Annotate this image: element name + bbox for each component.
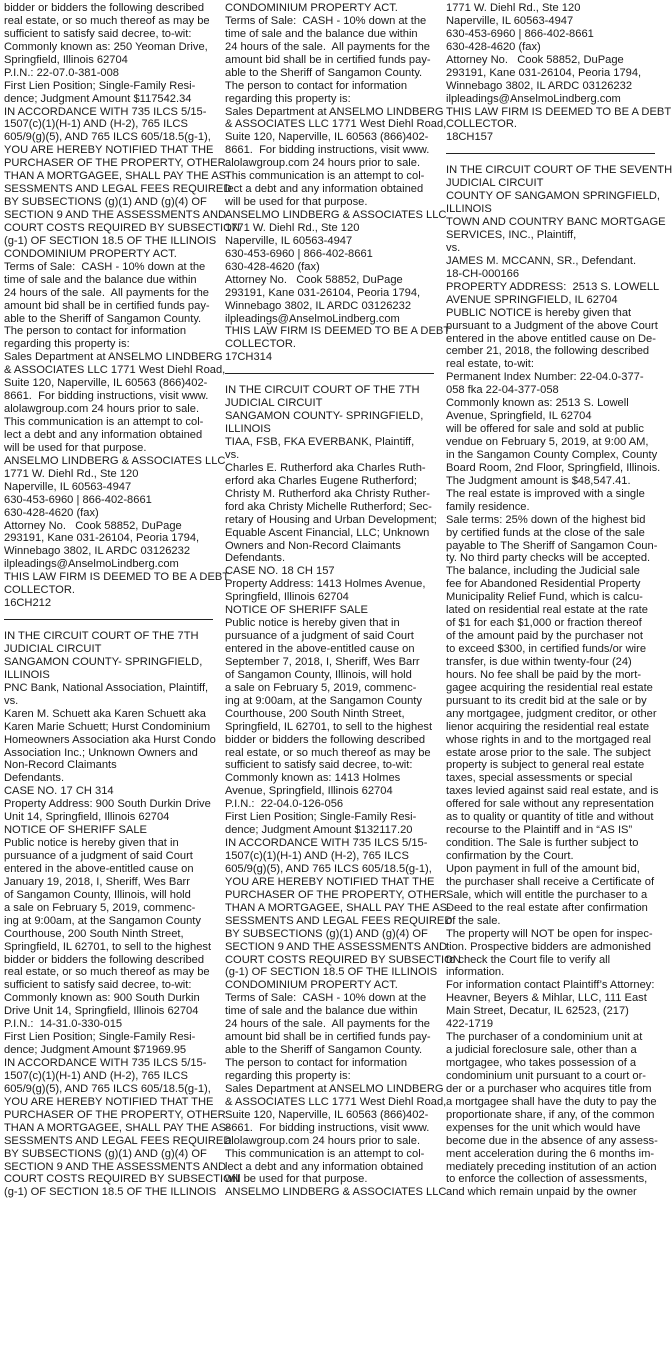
- notice-line: & ASSOCIATES LLC 1771 West Diehl Road,: [4, 364, 226, 377]
- notice-line: PROPERTY ADDRESS: 2513 S. LOWELL: [446, 280, 660, 293]
- notice-line: 605/9(g)(5), AND 765 ILCS 605/18.5(g-1),: [4, 1082, 211, 1095]
- notice-line: any mortgagee, judgment creditor, or other: [446, 707, 657, 720]
- notice-line: dence; Judgment Amount $117542.34: [4, 92, 192, 105]
- notice-line: in the Sangamon County Complex, County: [446, 448, 658, 461]
- notice-line: P.I.N.: 22-07.0-381-008: [4, 66, 119, 79]
- notice-line: YOU ARE HEREBY NOTIFIED THAT THE: [225, 875, 435, 888]
- notice-line: alolawgroup.com 24 hours prior to sale.: [225, 1134, 421, 1147]
- notice-line: & ASSOCIATES LLC 1771 West Diehl Road,: [225, 118, 447, 131]
- notice-line: lated on residential real estate at the rate: [446, 604, 648, 617]
- notice-line: Non-Record Claimants: [4, 759, 117, 772]
- notice-line: Avenue, Springfield, IL 62704: [446, 410, 592, 423]
- notice-line: Owners and Non-Record Claimants: [225, 539, 401, 552]
- notice-line: This communication is an attempt to col-: [4, 416, 204, 428]
- notice-line: ANSELMO LINDBERG & ASSOCIATES LLC: [225, 1186, 447, 1199]
- notice-line: 24 hours of the sale. All payments for the: [225, 1018, 430, 1031]
- notice-line: THIS LAW FIRM IS DEEMED TO BE A DEBT: [4, 571, 230, 584]
- notice-line: Charles E. Rutherford aka Charles Ruth-: [225, 461, 426, 474]
- notice-line: SERVICES, INC., Plaintiff,: [446, 229, 577, 241]
- notice-line: sufficient to satisfy said decree, to-wit:: [4, 979, 192, 992]
- notice-line: entered in the above-entitled cause on: [4, 862, 194, 875]
- notice-line: gagee acquiring the residential real estate: [446, 681, 653, 694]
- notice-line: TIAA, FSB, FKA EVERBANK, Plaintiff,: [225, 436, 415, 448]
- notice-line: Avenue, Springfield, Illinois 62704: [225, 785, 393, 798]
- notice-line: to exceed $300, in certified funds/or wire: [446, 643, 647, 655]
- notice-line: This communication is an attempt to col-: [225, 1147, 425, 1160]
- notice-line: Sales Department at ANSELMO LINDBERG: [225, 105, 444, 118]
- notice-line: 18CH157: [446, 131, 494, 144]
- notice-line: estate arose prior to the sale. The subject: [446, 746, 651, 759]
- notice-line: regarding this property is:: [225, 92, 351, 105]
- notice-line: erford aka Charles Eugene Rutherford;: [225, 474, 417, 487]
- notice-line: COLLECTOR.: [446, 118, 517, 131]
- notice-line: (g-1) OF SECTION 18.5 OF THE ILLINOIS: [4, 1186, 217, 1199]
- notice-line: regarding this property is:: [4, 338, 130, 351]
- notice-line: NOTICE OF SHERIFF SALE: [4, 824, 147, 837]
- notice-line: condominium unit pursuant to a court or-: [446, 1069, 647, 1082]
- notice-line: Suite 120, Naperville, IL 60563 (866)402-: [225, 1108, 429, 1121]
- notice-line: Attorney No. Cook 58852, DuPage: [4, 519, 182, 532]
- notice-line: payable to The Sheriff of Sangamon Coun-: [446, 539, 658, 552]
- notice-line: 1507(c)(1)(H-1) AND (H-2), 765 ILCS: [4, 1069, 188, 1082]
- notice-line: Property Address: 900 South Durkin Drive: [4, 798, 211, 811]
- notice-line: Suite 120, Naperville, IL 60563 (866)402-: [225, 131, 429, 144]
- notice-line: COURT COSTS REQUIRED BY SUBSECTION: [4, 221, 240, 234]
- notice-line: BY SUBSECTIONS (g)(1) AND (g)(4) OF: [4, 1147, 207, 1160]
- notice-line: of the sale.: [446, 914, 501, 927]
- notice-line: 630-453-6960 | 866-402-8661: [225, 247, 373, 260]
- notice-line: ILLINOIS: [446, 203, 492, 216]
- notice-line: Suite 120, Naperville, IL 60563 (866)402-: [4, 377, 208, 390]
- notice-line: mediately preceding institution of an action: [446, 1160, 657, 1173]
- notice-line: Association Inc.; Unknown Owners and: [4, 746, 198, 759]
- notice-line: SESSMENTS AND LEGAL FEES REQUIRED: [4, 183, 232, 196]
- legal-notice: [225, 384, 461, 1199]
- notice-line: bidder or bidders the following described: [4, 2, 205, 14]
- notice-line: Property Address: 1413 Holmes Avenue,: [225, 578, 426, 591]
- notice-line: lect a debt and any information obtained: [4, 428, 203, 441]
- notice-line: 630-453-6960 | 866-402-8661: [4, 493, 152, 506]
- notice-line: sufficient to satisfy said decree, to-wit:: [225, 759, 413, 772]
- notice-line: vs.: [4, 694, 19, 707]
- notice-line: time of sale and the balance due within: [225, 27, 418, 40]
- notice-line: SECTION 9 AND THE ASSESSMENTS AND: [4, 1160, 227, 1173]
- notice-line: able to the Sheriff of Sangamon County.: [225, 1044, 423, 1057]
- notice-line: family residence.: [446, 500, 530, 513]
- notice-line: entered in the above-entitled cause on: [225, 643, 415, 655]
- notice-line: Board Room, 2nd Floor, Springfield, Illinois.: [446, 461, 661, 474]
- notice-line: a judicial foreclosure sale, other than a: [446, 1044, 637, 1057]
- notice-line: Permanent Index Number: 22-04.0-377-: [446, 371, 644, 384]
- notice-line: a sale on February 5, 2019, commenc-: [225, 681, 417, 694]
- notice-line: First Lien Position; Single-Family Resi-: [4, 79, 196, 92]
- notice-line: Equable Ascent Financial, LLC; Unknown: [225, 526, 430, 539]
- notice-line: JAMES M. MCCANN, SR., Defendant.: [446, 254, 637, 267]
- notice-line: BY SUBSECTIONS (g)(1) AND (g)(4) OF: [225, 927, 428, 940]
- notice-line: Commonly known as: 2513 S. Lowell: [446, 397, 629, 410]
- notice-line: 24 hours of the sale. All payments for the: [4, 286, 209, 299]
- notice-line: 293191, Kane 031-26104, Peoria 1794,: [225, 286, 421, 299]
- notice-line: pursuance of a judgment of said Court: [4, 850, 193, 862]
- notice-line: 1771 W. Diehl Rd., Ste 120: [4, 467, 139, 480]
- notice-line: THAN A MORTGAGEE, SHALL PAY THE AS-: [4, 170, 230, 183]
- notice-line: real estate, to-wit:: [446, 358, 534, 371]
- notice-line: Winnebago 3802, IL ARDC 03126232: [225, 299, 412, 312]
- notice-line: Heavner, Beyers & Mihlar, LLC, 111 East: [446, 992, 647, 1005]
- notice-line: JUDICIAL CIRCUIT: [225, 397, 323, 410]
- notice-line: THIS LAW FIRM IS DEEMED TO BE A DEBT: [225, 325, 451, 338]
- notice-line: Courthouse, 200 South Ninth Street,: [225, 707, 405, 720]
- notice-line: The person to contact for information: [225, 1057, 408, 1069]
- notice-line: Sales Department at ANSELMO LINDBERG: [4, 351, 223, 364]
- notice-line: 630-428-4620 (fax): [446, 40, 541, 53]
- notice-line: IN ACCORDANCE WITH 735 ILCS 5/15-: [4, 105, 207, 118]
- notice-line: Winnebago 3802, IL ARDC 03126232: [4, 545, 191, 558]
- notice-line: ILLINOIS: [4, 668, 50, 681]
- notice-line: Main Street, Decatur, IL 62523, (217): [446, 1005, 629, 1018]
- notice-line: time of sale and the balance due within: [225, 1005, 418, 1018]
- notice-line: whose rights in and to the mortgaged real: [446, 733, 651, 746]
- notice-line: Sale, which will entitle the purchaser to a: [446, 888, 648, 901]
- notice-line: (g-1) OF SECTION 18.5 OF THE ILLINOIS: [225, 966, 438, 979]
- notice-line: 8661. For bidding instructions, visit www.: [225, 144, 430, 157]
- notice-line: 605/9(g)(5), AND 765 ILCS 605/18.5(g-1),: [4, 131, 211, 144]
- notice-line: 8661. For bidding instructions, visit www.: [4, 390, 209, 403]
- notice-line: The Judgment amount is $48,547.41.: [446, 474, 631, 487]
- notice-line: CONDOMINIUM PROPERTY ACT.: [225, 979, 398, 992]
- notice-line: Upon payment in full of the amount bid,: [446, 862, 640, 875]
- notice-line: fee for Abandoned Residential Property: [446, 578, 641, 591]
- notice-line: vendue on February 5, 2019, at 9:00 AM,: [446, 436, 649, 448]
- notice-divider: [225, 373, 434, 374]
- notice-line: THAN A MORTGAGEE, SHALL PAY THE AS-: [225, 901, 451, 914]
- notice-line: 293191, Kane 031-26104, Peoria 1794,: [446, 66, 642, 79]
- notice-line: dence; Judgment Amount $132117.20: [225, 824, 413, 837]
- notice-line: Attorney No. Cook 58852, DuPage: [225, 273, 403, 286]
- notice-line: to check the Court file to verify all: [446, 953, 611, 966]
- notice-line: lect a debt and any information obtained: [225, 183, 424, 196]
- notice-line: YOU ARE HEREBY NOTIFIED THAT THE: [4, 1095, 214, 1108]
- notice-line: pursuant to its credit bid at the sale or by: [446, 694, 647, 707]
- notice-line: Drive Unit 14, Springfield, Illinois 62704: [4, 1005, 199, 1018]
- notice-line: Terms of Sale: CASH - 10% down at the: [225, 14, 427, 27]
- notice-line: First Lien Position; Single-Family Resi-: [4, 1031, 196, 1044]
- notice-line: First Lien Position; Single-Family Resi-: [225, 811, 417, 824]
- notice-line: PURCHASER OF THE PROPERTY, OTHER: [4, 157, 226, 170]
- notice-line: entered in the above entitled cause on De-: [446, 332, 656, 345]
- notice-line: 293191, Kane 031-26104, Peoria 1794,: [4, 532, 200, 545]
- notice-line: Terms of Sale: CASH - 10% down at the: [225, 992, 427, 1005]
- notice-line: 8661. For bidding instructions, visit www.: [225, 1121, 430, 1134]
- notice-line: become due in the absence of any assess-: [446, 1134, 658, 1147]
- notice-line: 24 hours of the sale. All payments for the: [225, 40, 430, 53]
- notice-line: Commonly known as: 1413 Holmes: [225, 772, 401, 785]
- notice-line: lect a debt and any information obtained: [225, 1160, 424, 1173]
- notice-line: Unit 14, Springfield, Illinois 62704: [4, 811, 170, 824]
- notice-line: to enforce the collection of assessments,: [446, 1173, 648, 1186]
- notice-line: ilpleadings@AnselmoLindberg.com: [225, 312, 400, 325]
- notice-line: SANGAMON COUNTY- SPRINGFIELD,: [225, 410, 424, 423]
- notice-line: vs.: [225, 448, 240, 461]
- notice-line: Sales Department at ANSELMO LINDBERG: [225, 1082, 444, 1095]
- notice-line: PNC Bank, National Association, Plaintiff,: [4, 681, 209, 694]
- notice-line: confirmation by the Court.: [446, 850, 574, 862]
- notice-line: Karen M. Schuett aka Karen Schuett aka: [4, 707, 206, 720]
- notice-line: CASE NO. 18 CH 157: [225, 565, 335, 578]
- notice-line: 1507(c)(1)(H-1) AND (H-2), 765 ILCS: [4, 118, 188, 131]
- notice-line: Commonly known as: 900 South Durkin: [4, 992, 200, 1005]
- notice-line: hours. No fee shall be paid by the mort-: [446, 668, 642, 681]
- notice-line: real estate, or so much thereof as may be: [225, 746, 431, 759]
- notice-line: der or a purchaser who acquires title from: [446, 1082, 652, 1095]
- notice-line: PURCHASER OF THE PROPERTY, OTHER: [225, 888, 447, 901]
- notice-line: IN THE CIRCUIT COURT OF THE 7TH: [4, 630, 199, 643]
- legal-notice: [225, 2, 451, 364]
- notice-line: & ASSOCIATES LLC 1771 West Diehl Road,: [225, 1095, 447, 1108]
- notice-line: CASE NO. 17 CH 314: [4, 785, 114, 798]
- notice-line: THIS LAW FIRM IS DEEMED TO BE A DEBT: [446, 105, 672, 118]
- notice-line: Municipality Relief Fund, which is calcu-: [446, 591, 643, 604]
- notice-line: ty. No third party checks will be accepted.: [446, 552, 651, 565]
- notice-line: For information contact Plaintiff’s Attorney:: [446, 979, 655, 992]
- notice-line: time of sale and the balance due within: [4, 273, 197, 286]
- notice-line: mortgagee, who takes possession of a: [446, 1057, 637, 1069]
- notice-line: The real estate is improved with a single: [446, 487, 645, 500]
- legal-notice: [446, 2, 672, 144]
- legal-notice: [4, 630, 240, 1199]
- notice-line: a mortgagee shall have the duty to pay the: [446, 1095, 657, 1108]
- notice-line: will be offered for sale and sold at public: [446, 423, 644, 436]
- notice-line: as to quality or quantity of title and without: [446, 811, 654, 824]
- notice-line: bidder or bidders the following described: [4, 953, 205, 966]
- legal-notice: [446, 164, 672, 1199]
- notice-line: 1507(c)(1)(H-1) AND (H-2), 765 ILCS: [225, 850, 409, 862]
- notice-line: 630-428-4620 (fax): [4, 506, 99, 519]
- notice-line: ilpleadings@AnselmoLindberg.com: [4, 558, 179, 571]
- notice-line: of Sangamon County, Illinois, will hold: [4, 888, 191, 901]
- notice-line: September 7, 2018, I, Sheriff, Wes Barr: [225, 655, 420, 668]
- column-2: [225, 2, 461, 1356]
- notice-line: SESSMENTS AND LEGAL FEES REQUIRED: [4, 1134, 232, 1147]
- notice-line: COLLECTOR.: [4, 584, 75, 597]
- notice-line: lienor acquiring the residential real estate: [446, 720, 650, 733]
- notice-line: Naperville, IL 60563-4947: [4, 480, 132, 493]
- notice-line: amount bid shall be in certified funds pay-: [225, 1031, 431, 1044]
- notice-line: the purchaser shall receive a Certificate of: [446, 875, 655, 888]
- notice-line: Springfield, Illinois 62704: [4, 53, 128, 66]
- notice-line: proportionate share, if any, of the common: [446, 1108, 655, 1121]
- notice-line: expenses for the unit which would have: [446, 1121, 641, 1134]
- notice-line: recourse to the Plaintiff and in “AS IS”: [446, 824, 633, 837]
- notice-line: Deed to the real estate after confirmation: [446, 901, 648, 914]
- notice-line: Commonly known as: 250 Yeoman Drive,: [4, 40, 208, 53]
- notice-line: January 19, 2018, I, Sheriff, Wes Barr: [4, 875, 190, 888]
- notice-line: SECTION 9 AND THE ASSESSMENTS AND: [225, 940, 448, 953]
- notice-line: The person to contact for information: [225, 79, 408, 92]
- notice-line: 630-428-4620 (fax): [225, 260, 320, 273]
- notice-line: Public notice is hereby given that in: [225, 617, 400, 630]
- notice-line: Springfield, IL 62701, to sell to the highest: [225, 720, 433, 733]
- notice-line: Courthouse, 200 South Ninth Street,: [4, 927, 184, 940]
- notice-line: 1771 W. Diehl Rd., Ste 120: [225, 221, 360, 234]
- notice-line: property is subject to general real estate: [446, 759, 645, 772]
- notice-line: JUDICIAL CIRCUIT: [4, 643, 102, 655]
- notice-line: IN ACCORDANCE WITH 735 ILCS 5/15-: [4, 1057, 207, 1069]
- notice-line: COUNTY OF SANGAMON SPRINGFIELD,: [446, 190, 660, 203]
- notice-line: (g-1) OF SECTION 18.5 OF THE ILLINOIS: [4, 234, 217, 247]
- notice-line: Winnebago 3802, IL ARDC 03126232: [446, 79, 633, 92]
- notice-line: SECTION 9 AND THE ASSESSMENTS AND: [4, 209, 227, 221]
- notice-line: amount bid shall be in certified funds pay-: [4, 299, 210, 312]
- notice-line: SESSMENTS AND LEGAL FEES REQUIRED: [225, 914, 453, 927]
- notice-line: retary of Housing and Urban Development;: [225, 513, 437, 526]
- notice-line: ment acceleration during the 6 months im-: [446, 1147, 655, 1160]
- notice-line: CONDOMINIUM PROPERTY ACT.: [4, 247, 177, 260]
- column-1: [4, 2, 240, 1356]
- notice-line: Springfield, Illinois 62704: [225, 591, 349, 604]
- notice-line: ANSELMO LINDBERG & ASSOCIATES LLC: [4, 454, 226, 467]
- notice-line: YOU ARE HEREBY NOTIFIED THAT THE: [4, 144, 214, 157]
- notice-line: 18-CH-000166: [446, 267, 520, 280]
- notice-line: regarding this property is:: [225, 1069, 351, 1082]
- notice-line: offered for sale without any representation: [446, 798, 654, 811]
- notice-line: 17CH314: [225, 351, 273, 364]
- notice-line: ilpleadings@AnselmoLindberg.com: [446, 92, 621, 105]
- notice-line: ANSELMO LINDBERG & ASSOCIATES LLC: [225, 209, 447, 221]
- notice-line: 1771 W. Diehl Rd., Ste 120: [446, 2, 581, 14]
- notice-line: amount bid shall be in certified funds pay-: [225, 53, 431, 66]
- notice-line: alolawgroup.com 24 hours prior to sale.: [4, 403, 200, 416]
- notice-line: able to the Sheriff of Sangamon County.: [225, 66, 423, 79]
- notice-line: bidder or bidders the following described: [225, 733, 426, 746]
- notice-line: NOTICE OF SHERIFF SALE: [225, 604, 368, 617]
- notice-line: Public notice is hereby given that in: [4, 837, 179, 850]
- notice-line: and which remain unpaid by the owner: [446, 1186, 637, 1199]
- notice-line: sufficient to satisfy said decree, to-wit:: [4, 27, 192, 40]
- notice-line: taxes, special assessments or special: [446, 772, 633, 785]
- notice-line: Karen Marie Schuett; Hurst Condominium: [4, 720, 211, 733]
- notice-line: Naperville, IL 60563-4947: [446, 14, 574, 27]
- notice-line: taxes levied against said real estate, and is: [446, 785, 659, 798]
- notice-line: Terms of Sale: CASH - 10% down at the: [4, 260, 206, 273]
- notice-line: The property will NOT be open for inspec-: [446, 927, 653, 940]
- notice-divider: [4, 619, 213, 620]
- notice-line: 16CH212: [4, 597, 52, 610]
- notice-line: able to the Sheriff of Sangamon County.: [4, 312, 202, 325]
- notice-line: CONDOMINIUM PROPERTY ACT.: [225, 2, 398, 14]
- column-3: [446, 2, 672, 1356]
- notice-line: ing at 9:00am, at the Sangamon County: [225, 694, 422, 707]
- notice-line: BY SUBSECTIONS (g)(1) AND (g)(4) OF: [4, 196, 207, 209]
- notice-line: This communication is an attempt to col-: [225, 170, 425, 183]
- notice-line: Christy M. Rutherford aka Christy Ruther-: [225, 487, 430, 500]
- notice-line: IN THE CIRCUIT COURT OF THE SEVENTH: [446, 164, 672, 177]
- notice-line: tion. Prospective bidders are admonished: [446, 940, 651, 953]
- notice-line: P.I.N.: 22-04.0-126-056: [225, 798, 344, 811]
- notice-line: pursuant to a Judgment of the above Court: [446, 319, 658, 332]
- notice-line: TOWN AND COUNTRY BANC MORTGAGE: [446, 216, 666, 229]
- notice-line: dence; Judgment Amount $71969.95: [4, 1044, 187, 1057]
- notice-line: P.I.N.: 14-31.0-330-015: [4, 1018, 123, 1031]
- notice-line: real estate, or so much thereof as may be: [4, 14, 210, 27]
- notice-line: Defendants.: [225, 552, 286, 565]
- notice-line: The balance, including the Judicial sale: [446, 565, 640, 578]
- notice-line: PUBLIC NOTICE is hereby given that: [446, 306, 632, 319]
- notice-line: will be used for that purpose.: [225, 1173, 368, 1186]
- notice-line: COURT COSTS REQUIRED BY SUBSECTION: [4, 1173, 240, 1186]
- notice-line: ILLINOIS: [225, 423, 271, 436]
- notice-line: cember 21, 2018, the following described: [446, 345, 650, 358]
- notice-line: Attorney No. Cook 58852, DuPage: [446, 53, 624, 66]
- notice-line: 058 fka 22-04-377-058: [446, 384, 559, 397]
- notice-line: Naperville, IL 60563-4947: [225, 234, 353, 247]
- notice-line: will be used for that purpose.: [225, 196, 368, 209]
- notice-line: will be used for that purpose.: [4, 441, 147, 454]
- notice-line: Homeowners Association aka Hurst Condo: [4, 733, 216, 746]
- notice-line: Springfield, IL 62701, to sell to the highest: [4, 940, 212, 953]
- notice-line: by certified funds at the close of the sale: [446, 526, 645, 539]
- notice-line: ing at 9:00am, at the Sangamon County: [4, 914, 201, 927]
- notice-line: SANGAMON COUNTY- SPRINGFIELD,: [4, 655, 203, 668]
- notice-line: Sale terms: 25% down of the highest bid: [446, 513, 646, 526]
- notice-line: THAN A MORTGAGEE, SHALL PAY THE AS-: [4, 1121, 230, 1134]
- notice-line: information.: [446, 966, 505, 979]
- notice-line: of the amount paid by the purchaser not: [446, 630, 643, 643]
- notice-line: AVENUE SPRINGFIELD, IL 62704: [446, 293, 618, 306]
- notice-line: ford aka Christy Michelle Rutherford; Sec-: [225, 500, 432, 513]
- notice-line: vs.: [446, 241, 461, 254]
- notice-line: 605/9(g)(5), AND 765 ILCS 605/18.5(g-1),: [225, 862, 432, 875]
- notice-line: 630-453-6960 | 866-402-8661: [446, 27, 594, 40]
- notice-line: transfer, is due within twenty-four (24): [446, 655, 632, 668]
- notice-line: condition. The Sale is further subject to: [446, 837, 639, 850]
- notice-line: COURT COSTS REQUIRED BY SUBSECTION: [225, 953, 461, 966]
- notice-line: PURCHASER OF THE PROPERTY, OTHER: [4, 1108, 226, 1121]
- notice-divider: [446, 153, 655, 154]
- notice-line: alolawgroup.com 24 hours prior to sale.: [225, 157, 421, 170]
- notice-line: a sale on February 5, 2019, commenc-: [4, 901, 196, 914]
- notice-line: JUDICIAL CIRCUIT: [446, 177, 544, 190]
- notice-line: Defendants.: [4, 772, 65, 785]
- notice-line: COLLECTOR.: [225, 338, 296, 351]
- notice-line: of $1 for each $1,000 or fraction thereof: [446, 617, 642, 630]
- notice-line: The purchaser of a condominium unit at: [446, 1031, 643, 1044]
- notice-line: of Sangamon County, Illinois, will hold: [225, 668, 412, 681]
- notice-line: The person to contact for information: [4, 325, 187, 338]
- notice-line: real estate, or so much thereof as may be: [4, 966, 210, 979]
- notice-line: IN THE CIRCUIT COURT OF THE 7TH: [225, 384, 420, 397]
- notice-line: pursuance of a judgment of said Court: [225, 630, 414, 643]
- notice-line: 422-1719: [446, 1018, 494, 1031]
- notice-line: IN ACCORDANCE WITH 735 ILCS 5/15-: [225, 837, 428, 850]
